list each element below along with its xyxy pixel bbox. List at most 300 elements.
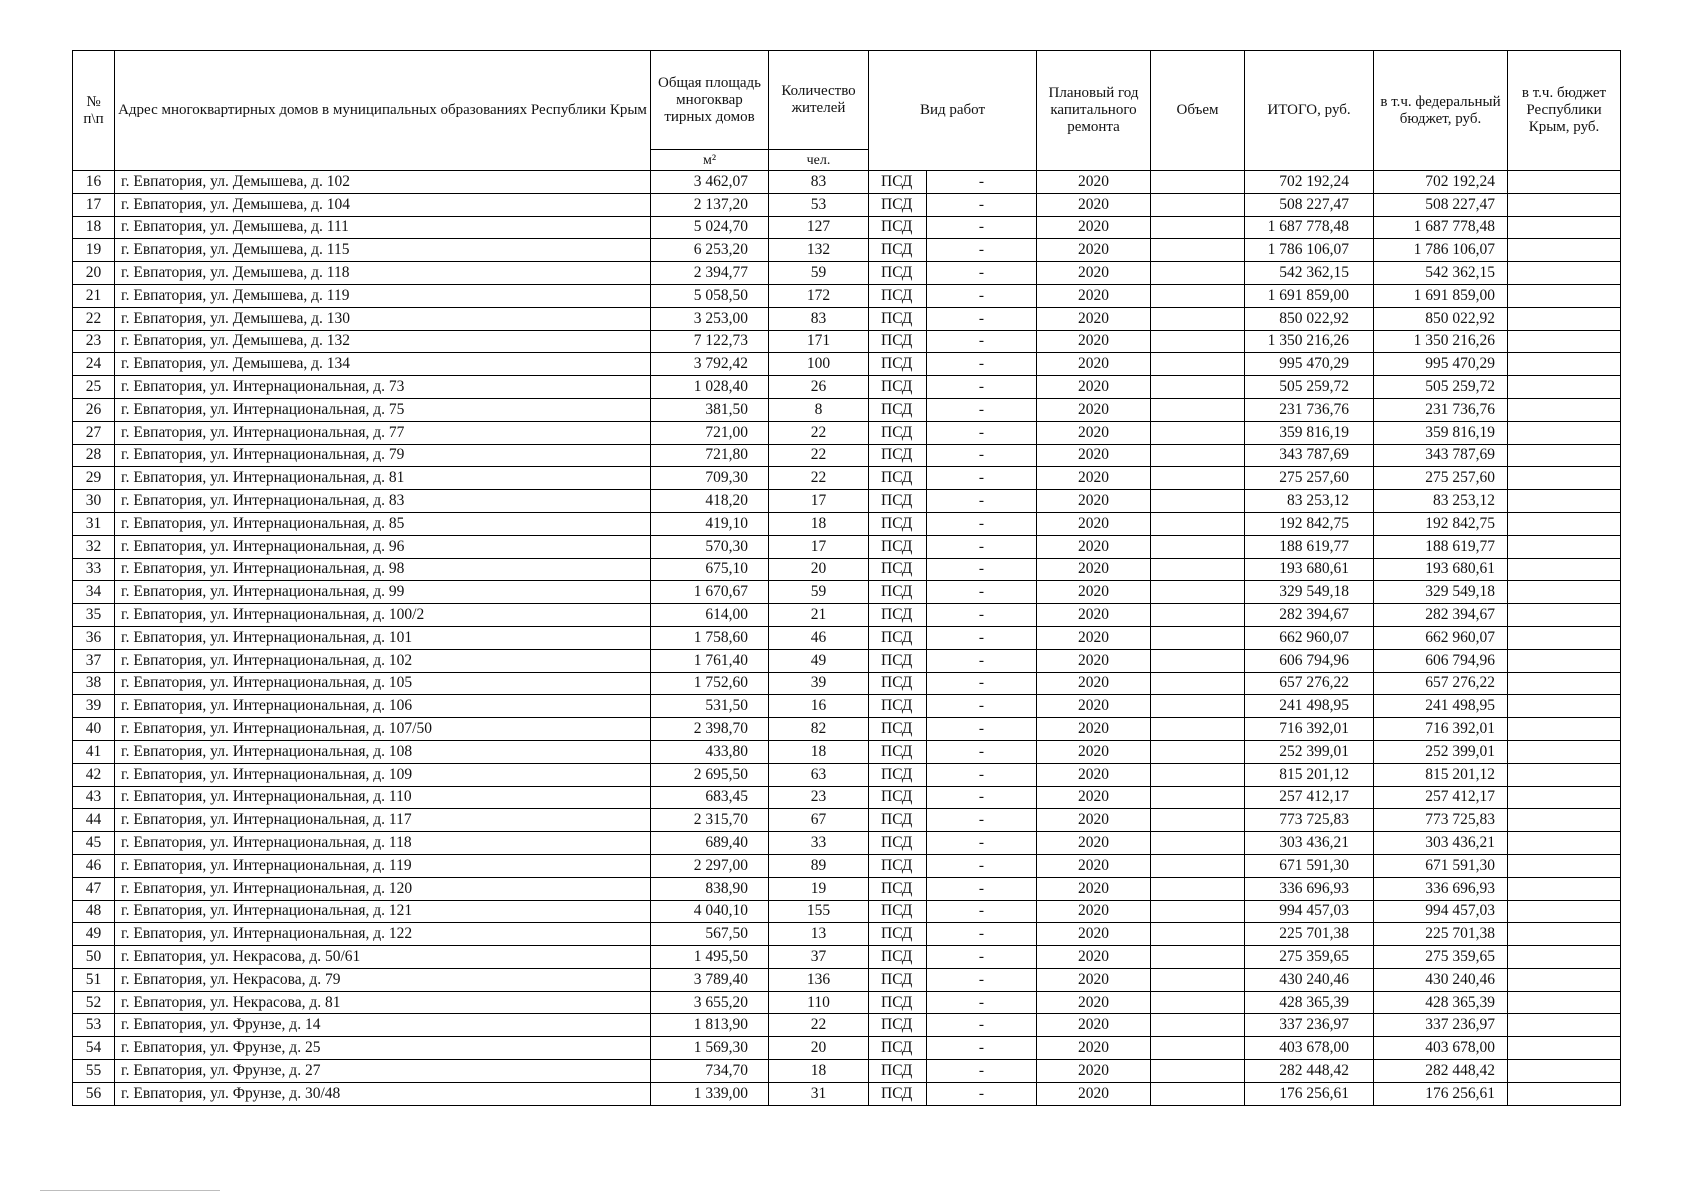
table-row (73, 490, 1621, 513)
row-address: г. Евпатория, ул. Интернациональная, д. 81 (115, 467, 651, 490)
row-republic (1508, 330, 1621, 353)
row-volume (1151, 695, 1245, 718)
row-republic (1508, 171, 1621, 194)
row-plan-year: 2020 (1037, 832, 1151, 855)
row-area: 683,45 (651, 786, 769, 809)
row-republic (1508, 877, 1621, 900)
row-number: 31 (73, 512, 115, 535)
row-volume (1151, 718, 1245, 741)
row-federal: 1 350 216,26 (1374, 330, 1508, 353)
row-republic (1508, 695, 1621, 718)
row-plan-year: 2020 (1037, 330, 1151, 353)
row-work-type: ПСД (869, 649, 927, 672)
row-area: 734,70 (651, 1060, 769, 1083)
row-residents: 136 (769, 968, 869, 991)
row-total: 257 412,17 (1245, 786, 1374, 809)
row-address: г. Евпатория, ул. Некрасова, д. 79 (115, 968, 651, 991)
table-row (73, 307, 1621, 330)
row-address: г. Евпатория, ул. Демышева, д. 130 (115, 307, 651, 330)
row-volume (1151, 604, 1245, 627)
row-republic (1508, 740, 1621, 763)
row-address: г. Евпатория, ул. Интернациональная, д. 99 (115, 581, 651, 604)
row-residents: 18 (769, 512, 869, 535)
row-work-type: ПСД (869, 490, 927, 513)
header-volume: Объем (1151, 51, 1245, 171)
row-plan-year: 2020 (1037, 398, 1151, 421)
row-address: г. Евпатория, ул. Демышева, д. 102 (115, 171, 651, 194)
row-work-type: ПСД (869, 626, 927, 649)
header-plan-year: Плановый год капитального ремонта (1037, 51, 1151, 171)
row-federal: 815 201,12 (1374, 763, 1508, 786)
row-residents: 83 (769, 171, 869, 194)
row-area: 381,50 (651, 398, 769, 421)
row-address: г. Евпатория, ул. Интернациональная, д. 77 (115, 421, 651, 444)
row-address: г. Евпатория, ул. Интернациональная, д. 75 (115, 398, 651, 421)
row-number: 17 (73, 193, 115, 216)
row-number: 34 (73, 581, 115, 604)
row-plan-year: 2020 (1037, 649, 1151, 672)
table-row (73, 649, 1621, 672)
row-republic (1508, 1060, 1621, 1083)
row-republic (1508, 626, 1621, 649)
row-work-type: ПСД (869, 923, 927, 946)
row-number: 53 (73, 1014, 115, 1037)
row-work-dash: - (927, 398, 1037, 421)
row-plan-year: 2020 (1037, 968, 1151, 991)
row-area: 2 297,00 (651, 854, 769, 877)
row-work-type: ПСД (869, 900, 927, 923)
row-residents: 53 (769, 193, 869, 216)
row-volume (1151, 809, 1245, 832)
row-residents: 16 (769, 695, 869, 718)
row-area: 7 122,73 (651, 330, 769, 353)
row-republic (1508, 809, 1621, 832)
row-total: 403 678,00 (1245, 1037, 1374, 1060)
row-work-dash: - (927, 216, 1037, 239)
row-total: 671 591,30 (1245, 854, 1374, 877)
row-plan-year: 2020 (1037, 695, 1151, 718)
row-work-type: ПСД (869, 376, 927, 399)
row-work-dash: - (927, 444, 1037, 467)
row-number: 36 (73, 626, 115, 649)
table-row (73, 284, 1621, 307)
row-area: 1 758,60 (651, 626, 769, 649)
row-area: 418,20 (651, 490, 769, 513)
row-work-dash: - (927, 1014, 1037, 1037)
row-work-dash: - (927, 376, 1037, 399)
row-federal: 241 498,95 (1374, 695, 1508, 718)
row-plan-year: 2020 (1037, 262, 1151, 285)
row-plan-year: 2020 (1037, 353, 1151, 376)
row-federal: 995 470,29 (1374, 353, 1508, 376)
row-number: 33 (73, 558, 115, 581)
row-volume (1151, 284, 1245, 307)
row-plan-year: 2020 (1037, 512, 1151, 535)
row-plan-year: 2020 (1037, 626, 1151, 649)
row-work-dash: - (927, 991, 1037, 1014)
row-total: 815 201,12 (1245, 763, 1374, 786)
table-row (73, 1082, 1621, 1105)
row-address: г. Евпатория, ул. Фрунзе, д. 30/48 (115, 1082, 651, 1105)
row-work-type: ПСД (869, 968, 927, 991)
row-area: 1 339,00 (651, 1082, 769, 1105)
row-residents: 59 (769, 262, 869, 285)
row-residents: 172 (769, 284, 869, 307)
row-number: 23 (73, 330, 115, 353)
header-num: № п\п (73, 51, 115, 171)
row-volume (1151, 421, 1245, 444)
row-total: 606 794,96 (1245, 649, 1374, 672)
row-number: 41 (73, 740, 115, 763)
row-republic (1508, 398, 1621, 421)
row-area: 2 695,50 (651, 763, 769, 786)
row-plan-year: 2020 (1037, 900, 1151, 923)
row-address: г. Евпатория, ул. Интернациональная, д. 122 (115, 923, 651, 946)
row-republic (1508, 1037, 1621, 1060)
row-residents: 46 (769, 626, 869, 649)
row-plan-year: 2020 (1037, 877, 1151, 900)
row-federal: 329 549,18 (1374, 581, 1508, 604)
row-total: 252 399,01 (1245, 740, 1374, 763)
row-federal: 359 816,19 (1374, 421, 1508, 444)
row-work-type: ПСД (869, 193, 927, 216)
row-address: г. Евпатория, ул. Интернациональная, д. 85 (115, 512, 651, 535)
row-area: 614,00 (651, 604, 769, 627)
row-total: 193 680,61 (1245, 558, 1374, 581)
row-republic (1508, 444, 1621, 467)
row-work-dash: - (927, 467, 1037, 490)
row-plan-year: 2020 (1037, 535, 1151, 558)
row-total: 995 470,29 (1245, 353, 1374, 376)
row-area: 2 398,70 (651, 718, 769, 741)
row-residents: 67 (769, 809, 869, 832)
table-body (73, 171, 1621, 1106)
table-row (73, 968, 1621, 991)
row-work-dash: - (927, 330, 1037, 353)
row-residents: 8 (769, 398, 869, 421)
header-federal: в т.ч. федеральный бюджет, руб. (1374, 51, 1508, 171)
row-volume (1151, 535, 1245, 558)
row-work-type: ПСД (869, 854, 927, 877)
row-number: 56 (73, 1082, 115, 1105)
row-residents: 82 (769, 718, 869, 741)
row-federal: 505 259,72 (1374, 376, 1508, 399)
row-area: 3 792,42 (651, 353, 769, 376)
table-row (73, 1060, 1621, 1083)
row-work-type: ПСД (869, 1014, 927, 1037)
row-area: 567,50 (651, 923, 769, 946)
row-work-type: ПСД (869, 171, 927, 194)
row-residents: 155 (769, 900, 869, 923)
row-volume (1151, 193, 1245, 216)
row-work-dash: - (927, 171, 1037, 194)
row-number: 40 (73, 718, 115, 741)
row-residents: 63 (769, 763, 869, 786)
row-republic (1508, 512, 1621, 535)
row-total: 430 240,46 (1245, 968, 1374, 991)
row-address: г. Евпатория, ул. Демышева, д. 132 (115, 330, 651, 353)
row-plan-year: 2020 (1037, 923, 1151, 946)
row-area: 1 761,40 (651, 649, 769, 672)
row-work-type: ПСД (869, 512, 927, 535)
table-row (73, 512, 1621, 535)
row-work-dash: - (927, 262, 1037, 285)
header-residents-unit: чел. (769, 150, 869, 171)
row-volume (1151, 171, 1245, 194)
row-residents: 22 (769, 421, 869, 444)
row-number: 21 (73, 284, 115, 307)
table-row (73, 991, 1621, 1014)
row-volume (1151, 968, 1245, 991)
table-row (73, 740, 1621, 763)
row-number: 42 (73, 763, 115, 786)
row-work-dash: - (927, 649, 1037, 672)
capital-repair-table (72, 50, 1621, 1106)
row-plan-year: 2020 (1037, 786, 1151, 809)
row-plan-year: 2020 (1037, 1060, 1151, 1083)
row-work-type: ПСД (869, 330, 927, 353)
table-row (73, 398, 1621, 421)
row-number: 28 (73, 444, 115, 467)
row-address: г. Евпатория, ул. Интернациональная, д. 120 (115, 877, 651, 900)
row-address: г. Евпатория, ул. Интернациональная, д. 109 (115, 763, 651, 786)
table-row (73, 604, 1621, 627)
row-volume (1151, 353, 1245, 376)
row-work-type: ПСД (869, 535, 927, 558)
row-plan-year: 2020 (1037, 854, 1151, 877)
row-area: 675,10 (651, 558, 769, 581)
row-total: 282 394,67 (1245, 604, 1374, 627)
row-work-type: ПСД (869, 558, 927, 581)
table-row (73, 467, 1621, 490)
row-republic (1508, 604, 1621, 627)
row-work-type: ПСД (869, 604, 927, 627)
row-number: 37 (73, 649, 115, 672)
row-total: 542 362,15 (1245, 262, 1374, 285)
row-federal: 662 960,07 (1374, 626, 1508, 649)
row-plan-year: 2020 (1037, 558, 1151, 581)
row-total: 329 549,18 (1245, 581, 1374, 604)
row-volume (1151, 1060, 1245, 1083)
row-republic (1508, 946, 1621, 969)
row-total: 716 392,01 (1245, 718, 1374, 741)
row-work-dash: - (927, 672, 1037, 695)
row-federal: 1 786 106,07 (1374, 239, 1508, 262)
row-number: 27 (73, 421, 115, 444)
row-work-type: ПСД (869, 216, 927, 239)
row-work-dash: - (927, 946, 1037, 969)
row-federal: 83 253,12 (1374, 490, 1508, 513)
table-row (73, 877, 1621, 900)
row-republic (1508, 900, 1621, 923)
table-row (73, 1014, 1621, 1037)
row-number: 20 (73, 262, 115, 285)
row-total: 508 227,47 (1245, 193, 1374, 216)
row-area: 1 752,60 (651, 672, 769, 695)
row-volume (1151, 1082, 1245, 1105)
row-volume (1151, 786, 1245, 809)
row-work-dash: - (927, 740, 1037, 763)
row-total: 231 736,76 (1245, 398, 1374, 421)
row-federal: 994 457,03 (1374, 900, 1508, 923)
row-number: 46 (73, 854, 115, 877)
row-work-dash: - (927, 604, 1037, 627)
row-work-dash: - (927, 626, 1037, 649)
row-work-dash: - (927, 490, 1037, 513)
row-work-dash: - (927, 1060, 1037, 1083)
row-address: г. Евпатория, ул. Демышева, д. 115 (115, 239, 651, 262)
row-work-dash: - (927, 695, 1037, 718)
row-area: 3 655,20 (651, 991, 769, 1014)
row-work-type: ПСД (869, 695, 927, 718)
row-total: 994 457,03 (1245, 900, 1374, 923)
row-work-type: ПСД (869, 239, 927, 262)
row-total: 773 725,83 (1245, 809, 1374, 832)
row-work-type: ПСД (869, 1037, 927, 1060)
row-address: г. Евпатория, ул. Интернациональная, д. 98 (115, 558, 651, 581)
row-federal: 1 691 859,00 (1374, 284, 1508, 307)
row-work-type: ПСД (869, 467, 927, 490)
row-number: 29 (73, 467, 115, 490)
row-area: 721,00 (651, 421, 769, 444)
row-residents: 132 (769, 239, 869, 262)
row-volume (1151, 1014, 1245, 1037)
row-federal: 428 365,39 (1374, 991, 1508, 1014)
table-row (73, 535, 1621, 558)
row-volume (1151, 877, 1245, 900)
row-work-dash: - (927, 763, 1037, 786)
row-work-type: ПСД (869, 877, 927, 900)
row-total: 1 691 859,00 (1245, 284, 1374, 307)
row-work-dash: - (927, 1082, 1037, 1105)
row-address: г. Евпатория, ул. Интернациональная, д. 102 (115, 649, 651, 672)
row-number: 18 (73, 216, 115, 239)
row-federal: 702 192,24 (1374, 171, 1508, 194)
row-work-dash: - (927, 421, 1037, 444)
row-total: 275 257,60 (1245, 467, 1374, 490)
row-volume (1151, 330, 1245, 353)
row-area: 1 495,50 (651, 946, 769, 969)
row-republic (1508, 718, 1621, 741)
row-address: г. Евпатория, ул. Фрунзе, д. 14 (115, 1014, 651, 1037)
row-work-type: ПСД (869, 284, 927, 307)
row-residents: 18 (769, 1060, 869, 1083)
row-number: 49 (73, 923, 115, 946)
row-address: г. Евпатория, ул. Некрасова, д. 50/61 (115, 946, 651, 969)
row-federal: 192 842,75 (1374, 512, 1508, 535)
row-volume (1151, 740, 1245, 763)
row-work-dash: - (927, 786, 1037, 809)
row-plan-year: 2020 (1037, 444, 1151, 467)
header-work-type: Вид работ (869, 51, 1037, 171)
row-volume (1151, 239, 1245, 262)
row-federal: 257 412,17 (1374, 786, 1508, 809)
row-work-type: ПСД (869, 763, 927, 786)
row-volume (1151, 490, 1245, 513)
row-area: 2 137,20 (651, 193, 769, 216)
row-number: 35 (73, 604, 115, 627)
row-republic (1508, 421, 1621, 444)
row-residents: 17 (769, 490, 869, 513)
row-republic (1508, 262, 1621, 285)
row-work-dash: - (927, 581, 1037, 604)
row-republic (1508, 854, 1621, 877)
row-number: 39 (73, 695, 115, 718)
row-residents: 39 (769, 672, 869, 695)
row-work-type: ПСД (869, 1082, 927, 1105)
row-volume (1151, 467, 1245, 490)
row-federal: 716 392,01 (1374, 718, 1508, 741)
row-republic (1508, 216, 1621, 239)
row-plan-year: 2020 (1037, 1014, 1151, 1037)
row-number: 25 (73, 376, 115, 399)
row-total: 176 256,61 (1245, 1082, 1374, 1105)
row-total: 241 498,95 (1245, 695, 1374, 718)
table-row (73, 193, 1621, 216)
row-work-type: ПСД (869, 809, 927, 832)
row-federal: 225 701,38 (1374, 923, 1508, 946)
table-row (73, 216, 1621, 239)
row-address: г. Евпатория, ул. Фрунзе, д. 27 (115, 1060, 651, 1083)
document-sheet (72, 50, 1620, 1106)
row-number: 44 (73, 809, 115, 832)
row-address: г. Евпатория, ул. Интернациональная, д. 101 (115, 626, 651, 649)
row-volume (1151, 1037, 1245, 1060)
row-federal: 188 619,77 (1374, 535, 1508, 558)
table-row (73, 262, 1621, 285)
row-volume (1151, 649, 1245, 672)
row-republic (1508, 1082, 1621, 1105)
row-work-dash: - (927, 193, 1037, 216)
row-address: г. Евпатория, ул. Интернациональная, д. 117 (115, 809, 651, 832)
row-federal: 282 448,42 (1374, 1060, 1508, 1083)
row-residents: 100 (769, 353, 869, 376)
row-number: 52 (73, 991, 115, 1014)
row-total: 657 276,22 (1245, 672, 1374, 695)
row-number: 16 (73, 171, 115, 194)
row-volume (1151, 626, 1245, 649)
row-number: 32 (73, 535, 115, 558)
header-residents: Количество жителей (769, 51, 869, 150)
row-residents: 110 (769, 991, 869, 1014)
row-federal: 542 362,15 (1374, 262, 1508, 285)
row-work-type: ПСД (869, 786, 927, 809)
row-work-dash: - (927, 854, 1037, 877)
row-address: г. Евпатория, ул. Интернациональная, д. 118 (115, 832, 651, 855)
row-federal: 657 276,22 (1374, 672, 1508, 695)
row-area: 433,80 (651, 740, 769, 763)
row-federal: 303 436,21 (1374, 832, 1508, 855)
row-federal: 430 240,46 (1374, 968, 1508, 991)
row-work-dash: - (927, 877, 1037, 900)
row-work-dash: - (927, 512, 1037, 535)
row-address: г. Евпатория, ул. Интернациональная, д. 119 (115, 854, 651, 877)
row-address: г. Евпатория, ул. Демышева, д. 104 (115, 193, 651, 216)
row-work-dash: - (927, 923, 1037, 946)
row-volume (1151, 398, 1245, 421)
row-work-type: ПСД (869, 421, 927, 444)
row-work-dash: - (927, 558, 1037, 581)
row-residents: 49 (769, 649, 869, 672)
row-volume (1151, 581, 1245, 604)
table-row (73, 718, 1621, 741)
table-row (73, 239, 1621, 262)
row-residents: 17 (769, 535, 869, 558)
row-volume (1151, 444, 1245, 467)
row-total: 192 842,75 (1245, 512, 1374, 535)
row-address: г. Евпатория, ул. Демышева, д. 134 (115, 353, 651, 376)
row-residents: 171 (769, 330, 869, 353)
